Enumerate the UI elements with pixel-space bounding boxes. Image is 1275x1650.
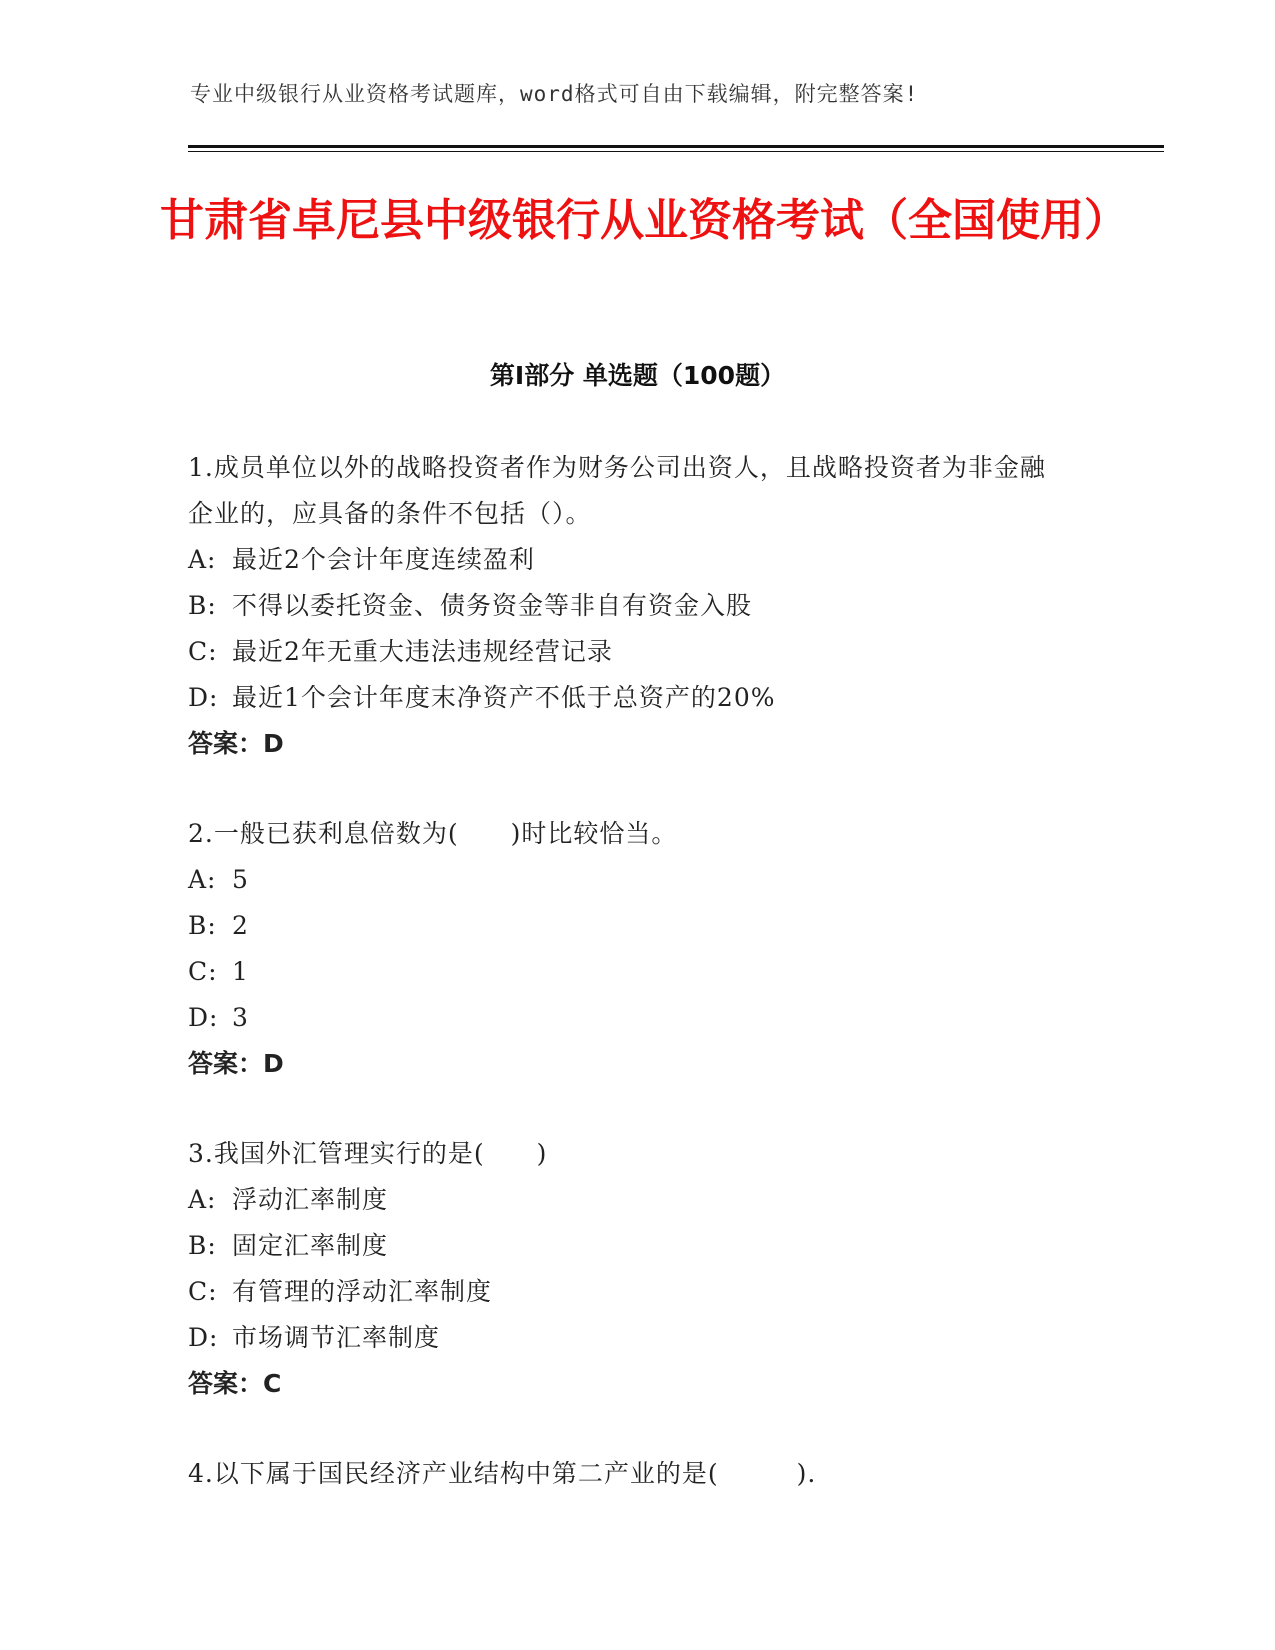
option-letter: A: [188, 1185, 217, 1214]
option-text: 市场调节汇率制度 [232, 1323, 441, 1352]
document-title: 甘肃省卓尼县中级银行从业资格考试（全国使用） [160, 195, 1128, 246]
option-text: 有管理的浮动汇率制度 [232, 1277, 493, 1306]
question-stem: 1.成员单位以外的战略投资者作为财务公司出资人，且战略投资者为非金融企业的，应具备的条件不包括（）。 [188, 453, 1046, 528]
option-b [188, 903, 1068, 949]
question-stem: 3.我国外汇管理实行的是( ) [188, 1139, 548, 1168]
option-text: 3 [232, 1003, 249, 1032]
option-c [188, 629, 1068, 675]
question-2 [188, 811, 1068, 1087]
header-divider-thick [188, 145, 1164, 148]
option-letter: B: [188, 1231, 217, 1260]
option-letter: C: [188, 1277, 218, 1306]
option-b [188, 583, 1068, 629]
question-4 [188, 1451, 1068, 1497]
section-heading: 第Ⅰ部分 单选题（100题） [489, 361, 786, 390]
question-3 [188, 1131, 1068, 1407]
question-1 [188, 445, 1068, 767]
option-text: 浮动汇率制度 [232, 1185, 389, 1214]
option-c [188, 1269, 1068, 1315]
option-letter: C: [188, 957, 218, 986]
option-text: 最近1个会计年度末净资产不低于总资产的20% [232, 683, 776, 712]
option-d [188, 995, 1068, 1041]
answer-line: 答案：C [188, 1369, 282, 1398]
option-text: 1 [232, 957, 249, 986]
option-text: 最近2个会计年度连续盈利 [232, 545, 535, 574]
question-list [188, 445, 1068, 1541]
option-text: 最近2年无重大违法违规经营记录 [232, 637, 613, 666]
option-text: 2 [232, 911, 249, 940]
option-a [188, 857, 1068, 903]
option-letter: D: [188, 1323, 219, 1352]
question-stem: 4.以下属于国民经济产业结构中第二产业的是( ). [188, 1459, 817, 1488]
option-letter: D: [188, 1003, 219, 1032]
header-divider-thin [188, 151, 1164, 152]
option-letter: D: [188, 683, 219, 712]
question-stem: 2.一般已获利息倍数为( )时比较恰当。 [188, 819, 678, 848]
option-a [188, 1177, 1068, 1223]
answer-line: 答案：D [188, 1049, 284, 1078]
option-c [188, 949, 1068, 995]
option-d [188, 1315, 1068, 1361]
option-letter: C: [188, 637, 218, 666]
option-d [188, 675, 1068, 721]
option-text: 5 [232, 865, 249, 894]
option-letter: B: [188, 911, 217, 940]
option-text: 固定汇率制度 [232, 1231, 389, 1260]
answer-line: 答案：D [188, 729, 284, 758]
option-letter: A: [188, 865, 217, 894]
option-b [188, 1223, 1068, 1269]
header-note: 专业中级银行从业资格考试题库，word格式可自由下载编辑，附完整答案! [190, 82, 919, 106]
option-text: 不得以委托资金、债务资金等非自有资金入股 [232, 591, 753, 620]
option-letter: B: [188, 591, 217, 620]
option-letter: A: [188, 545, 217, 574]
option-a [188, 537, 1068, 583]
